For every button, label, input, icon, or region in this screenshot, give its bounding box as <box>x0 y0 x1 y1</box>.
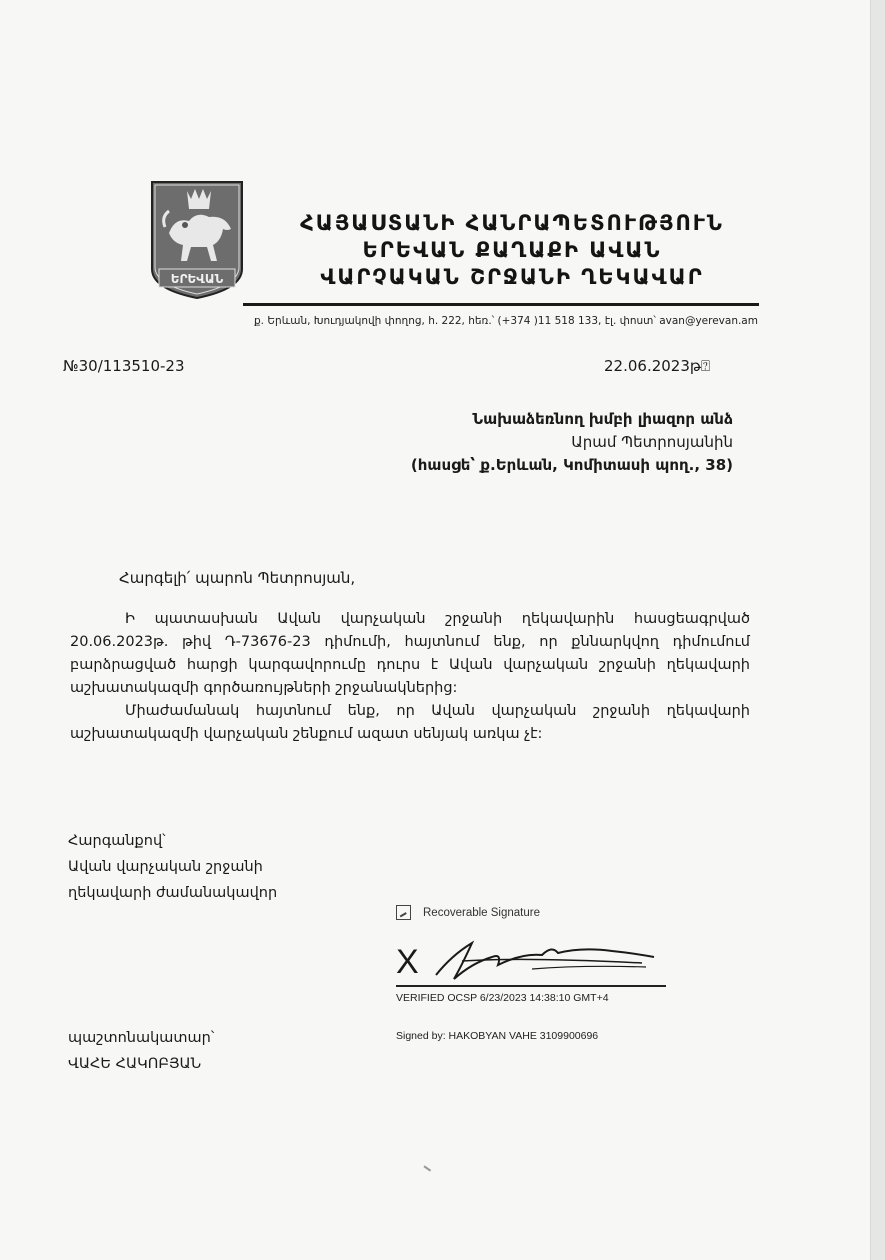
official-block <box>68 1025 214 1077</box>
body-paragraph-1: Ի պատասխան Ավան վարչական շրջանի ղեկավարին հասցեագրված 20.06.2023թ. թիվ Դ-73676-23 դիմումի, հայտնում ենք, որ քննարկվող դիմումում բարձրացված հարցի կարգավորումը դուրս է Ավան վարչական շրջանի ղեկավարի աշխատակազմի գործառույթների շրջանակներից: <box>70 611 750 696</box>
reference-number: №30/113510-23 <box>63 357 185 375</box>
org-line-city: ԵՐԵՎԱՆ ՔԱՂԱՔԻ ԱՎԱՆ <box>362 238 662 262</box>
official-title: պաշտոնակատար՝ <box>68 1030 215 1046</box>
addressee-block <box>411 408 733 477</box>
signature-verified-text: VERIFIED OCSP 6/23/2023 14:38:10 GMT+4 <box>396 992 609 1004</box>
org-line-country: ՀԱՅԱՍՏԱՆԻ ՀԱՆՐԱՊԵՏՈՒԹՅՈՒՆ <box>300 211 724 235</box>
page-edge <box>870 0 885 1260</box>
addressee-address: (հասցե՝ ք.Երևան, Կոմիտասի պող., 38) <box>410 456 733 474</box>
organization-header <box>252 210 772 291</box>
body-paragraph-2: Միաժամանակ հայտնում ենք, որ Ավան վարչական շրջանի ղեկավարի աշխատակազմի վարչական շենքում ազատ սենյակ առկա չէ: <box>70 703 750 742</box>
addressee-name: Արամ Պետրոսյանին <box>571 433 733 451</box>
svg-text:ԵՐԵՎԱՆ: ԵՐԵՎԱՆ <box>170 272 224 286</box>
closing-position-1: Ավան վարչական շրջանի <box>68 859 263 875</box>
signature-header-label: Recoverable Signature <box>423 906 540 919</box>
header-divider <box>243 303 759 306</box>
handwritten-signature <box>432 935 662 985</box>
letter-body <box>70 608 750 746</box>
closing-block <box>68 828 277 906</box>
salutation: Հարգելի՛ պարոն Պետրոսյան, <box>119 569 356 587</box>
signature-signed-by: Signed by: HAKOBYAN VAHE 3109900696 <box>396 1030 599 1042</box>
official-name: ՎԱՀԵ ՀԱԿՈԲՅԱՆ <box>68 1056 202 1072</box>
digital-signature-block <box>396 905 676 1042</box>
closing-regards: Հարգանքով՝ <box>68 833 166 849</box>
signature-line <box>396 985 666 987</box>
signature-status-icon <box>396 905 411 920</box>
addressee-role: Նախաձեռնող խմբի լիազոր անձ <box>472 410 733 428</box>
letter-date: 22.06.2023թ⍰ <box>604 357 710 375</box>
org-line-district: ՎԱՐՉԱԿԱՆ ՇՐՋԱՆԻ ՂԵԿԱՎԱՐ <box>320 265 704 289</box>
closing-position-2: ղեկավարի ժամանակավոր <box>68 885 278 901</box>
yerevan-coat-of-arms-icon <box>151 181 243 299</box>
signature-x-mark: X <box>396 943 419 981</box>
scan-mark <box>423 1160 434 1171</box>
signature-header <box>396 905 676 920</box>
org-address: ք. Երևան, Խուդյակովի փողոց, հ. 222, հեռ.՝ (+374 )11 518 133, էլ. փոստ՝ avan@yerevan.am <box>254 315 758 327</box>
